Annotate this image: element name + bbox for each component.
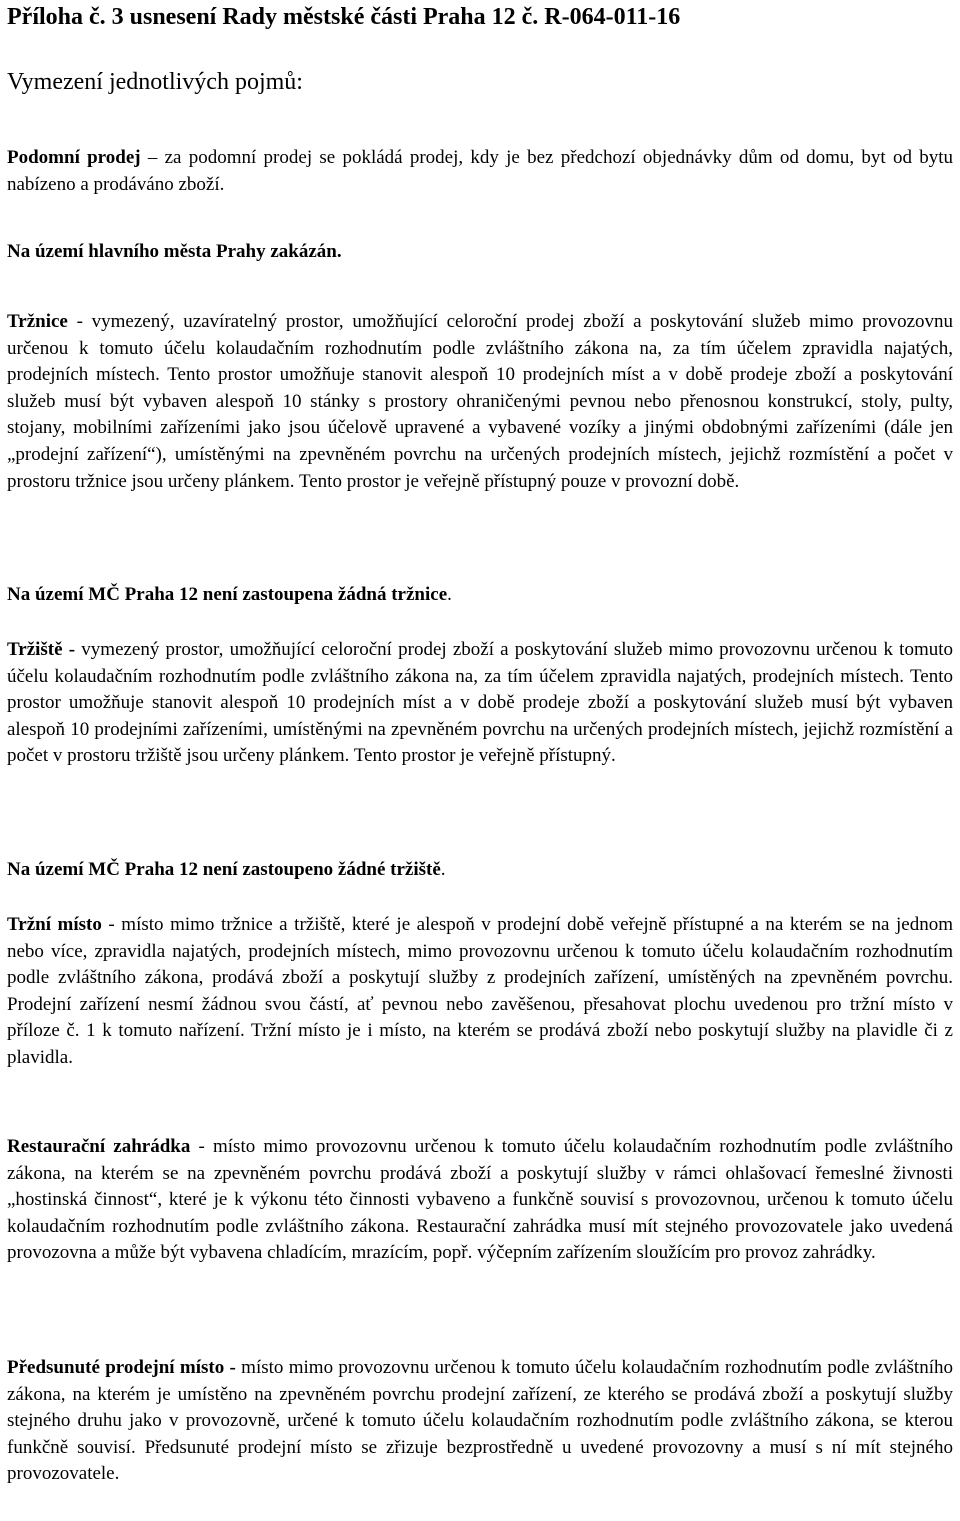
- definition-predsunute-prodejni-misto: [7, 1355, 953, 1488]
- note-trziste-end: .: [440, 859, 446, 880]
- term-restauracni-zahradka: Restaurační zahrádka: [7, 1136, 191, 1157]
- note-trznice-text: Na území MČ Praha 12 není zastoupena žádná tržnice: [7, 584, 448, 605]
- definition-text: vymezený prostor, umožňující celoroční prodej zboží a poskytování služeb mimo provozovnu určenou k tomuto účelu kolaudačním rozhodnutím podle zvláštního zákona na, za tím účelem zpravidla najatých, prodejních místech. Tento prostor umožňuje stanovit alespoň 10 prodejních míst a v době prodeje zboží a poskytování služeb musí být vybaven alespoň 10 prodejními zařízeními, umístěnými na zpevněném povrchu na určených prodejních místech, jejichž rozmístění a počet v prostoru tržiště jsou určeny plánkem. Tento prostor je veřejně přístupný.: [7, 639, 954, 767]
- definition-restauracni-zahradka: [7, 1134, 953, 1267]
- term-podomni-prodej: Podomní prodej: [7, 147, 141, 168]
- document-title: Příloha č. 3 usnesení Rady městské části Praha 12 č. R-064-011-16: [7, 4, 681, 30]
- definition-trznice: [7, 309, 953, 495]
- note-trziste-text: Na území MČ Praha 12 není zastoupeno žádné tržiště: [7, 859, 441, 880]
- note-trznice-end: .: [447, 584, 452, 605]
- definition-trzni-misto: [7, 912, 953, 1072]
- definition-text: místo mimo provozovnu určenou k tomuto účelu kolaudačním rozhodnutím podle zvláštního zákona, na kterém je umístěno na zpevněném povrchu prodejní zařízení, ze kterého se prodává zboží a poskytují služby stejného druhu jako v provozovně, určené k tomuto účelu kolaudačním rozhodnutím podle zvláštního zákona, se kterou funkčně souvisí. Předsunuté prodejní místo se zřizuje bezprostředně u uvedené provozovny a musí s ní mít stejného provozovatele.: [7, 1357, 953, 1485]
- term-trziste-dash: -: [62, 639, 76, 660]
- term-trznice: Tržnice: [7, 311, 68, 332]
- term-trziste: Tržiště: [7, 639, 63, 660]
- note-trznice: [7, 582, 953, 609]
- definition-text: - místo mimo tržnice a tržiště, které je alespoň v prodejní době veřejně přístupné a na kterém se na jednom nebo více, zpravidla najatých, prodejních místech, mimo provozovnu určenou k tomuto účelu kolaudačním rozhodnutím podle zvláštního zákona, prodává zboží a poskytují služby z prodejních zařízení, umístěných na zpevněném povrchu. Prodejní zařízení nesmí žádnou svou částí, ať pevnou nebo zavěšenou, přesahovat plochu uvedenou pro tržní místo v příloze č. 1 k tomuto nařízení. Tržní místo je i místo, na kterém se prodává zboží nebo poskytují služby na plavidle či z plavidla.: [7, 914, 953, 1068]
- definition-text: - vymezený, uzavíratelný prostor, umožňující celoroční prodej zboží a poskytování služeb mimo provozovnu určenou k tomuto účelu kolaudačním rozhodnutím podle zvláštního zákona na, za tím účelem zpravidla najatých, prodejních místech. Tento prostor umožňuje stanovit alespoň 10 prodejních míst a v době prodeje zboží a poskytování služeb musí být vybaven alespoň 10 stánky s prostory ohraničenými pevnou nebo přenosnou konstrukcí, stoly, pulty, stojany, mobilními zařízeními jako jsou účelově upravené a vybavené vozíky a jinými obdobnými zařízeními (dále jen „prodejní zařízení“), umístěnými na zpevněném povrchu na určených prodejních místech, jejichž rozmístění a počet v prostoru tržnice jsou určeny plánkem. Tento prostor je veřejně přístupný pouze v provozní době.: [7, 311, 953, 492]
- note-podomni-prodej: Na území hlavního města Prahy zakázán.: [7, 241, 342, 262]
- definition-text: - místo mimo provozovnu určenou k tomuto účelu kolaudačním rozhodnutím podle zvláštního zákona, na kterém se na zpevněném povrchu prodává zboží a poskytují služby v rámci ohlašovací řemeslné živnosti „hostinská činnost“, které je k výkonu této činnosti vybaveno a funkčně souvisí s provozovnou, určenou k tomuto účelu kolaudačním rozhodnutím podle zvláštního zákona. Restaurační zahrádka musí mít stejného provozovatele jako uvedená provozovna a může být vybavena chladícím, mrazícím, popř. výčepním zařízením sloužícím pro provoz zahrádky.: [7, 1136, 953, 1264]
- definition-podomni-prodej: [7, 145, 953, 198]
- definition-trziste: [7, 637, 953, 770]
- document-subtitle: Vymezení jednotlivých pojmů:: [7, 69, 303, 95]
- term-trzni-misto: Tržní místo: [7, 914, 102, 935]
- note-trziste: [7, 857, 953, 884]
- definition-text: – za podomní prodej se pokládá prodej, kdy je bez předchozí objednávky dům od domu, byt od bytu nabízeno a prodáváno zboží.: [7, 147, 953, 195]
- term-predsunute-prodejni-misto: Předsunuté prodejní místo -: [7, 1357, 236, 1378]
